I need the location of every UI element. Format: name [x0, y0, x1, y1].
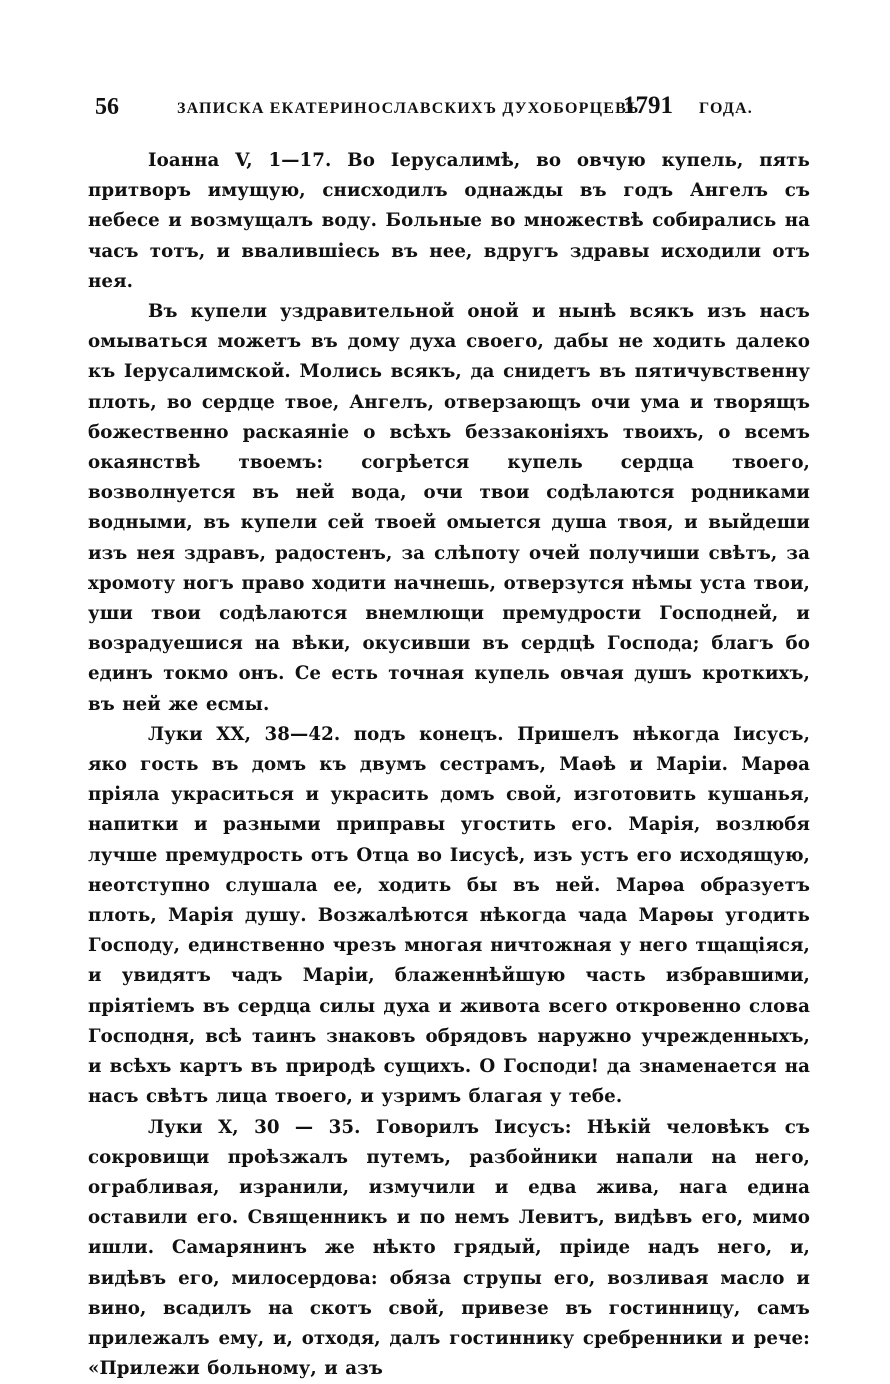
page-number: 56	[95, 94, 119, 121]
header-year-word: ГОДА.	[699, 100, 753, 118]
paragraph-luka-20: Луки XX, 38—42. подъ конецъ. Пришелъ нѣкогда Іисусъ, яко гость въ домъ къ двумъ сестрамъ, Маѳѣ и Маріи. Марѳа пріяла украситься и украсить домъ свой, изготовить кушанья, напитки и разными приправы угостить его. Марія, возлюбя лучше премудрость отъ Отца во Іисусѣ, изъ устъ его исходящую, неотступно слушала ее, ходить бы въ ней. Марѳа образуетъ плоть, Марія душу. Возжалѣются нѣкогда чада Марѳы угодить Господу, единственно чрезъ многая ничтожная у него тщащіяся, и увидятъ чадъ Маріи, блаженнѣйшую часть избравшими, пріятіемъ въ сердца силы духа и живота всего откровенно слова Господня, всѣ таинъ знаковъ обрядовъ наружно учрежденныхъ, и всѣхъ картъ въ природѣ сущихъ. О Господи! да знаменается на насъ свѣтъ лица твоего, и узримъ благая у тебе.	[88, 720, 810, 1113]
paragraph-kupel: Въ купели уздравительной оной и нынѣ всякъ изъ насъ омываться можетъ въ дому духа своего, дабы не ходить далеко къ Іерусалимской. Молись всякъ, да снидетъ въ пятичувственну плоть, во сердце твое, Ангелъ, отверзающъ очи ума и творящъ божественно раскаяніе о всѣхъ беззаконіяхъ твоихъ, о всемъ окаянствѣ твоемъ: согрѣется купель сердца твоего, возволнуется въ ней вода, очи твои содѣлаются родниками водными, въ купели сей твоей омыется душа твоя, и выйдеши изъ нея здравъ, радостенъ, за слѣпоту очей получиши свѣтъ, за хромоту ногъ право ходити начнешь, отверзутся нѣмы уста твои, уши твои содѣлаются внемлющи премудрости Господней, и возрадуешися на вѣки, окусивши въ сердцѣ Господа; благъ бо единъ токмо онъ. Се есть точная купель овчая душъ кроткихъ, въ ней же есмы.	[88, 297, 810, 720]
running-head	[95, 92, 805, 126]
paragraph-luka-10: Луки X, 30 — 35. Говорилъ Іисусъ: Нѣкій человѣкъ съ сокровищи проѣзжалъ путемъ, разбойники напали на него, ограбливая, изранили, измучили и едва жива, нага едина оставили его. Священникъ и по немъ Левитъ, видѣвъ его, мимо ишли. Самарянинъ же нѣкто грядый, пріиде надъ него, и, видѣвъ его, милосердова: обяза струпы его, возливая масло и вино, всадилъ на скотъ свой, привезе въ гостинницу, самъ прилежалъ ему, и, отходя, далъ гостиннику сребренники и рече: «Прилежи больному, и азъ	[88, 1113, 810, 1384]
header-title: ЗАПИСКА ЕКАТЕРИНОСЛАВСКИХЪ ДУХОБОРЦЕВЪ	[177, 100, 640, 118]
header-year: 1791	[623, 92, 673, 120]
paragraph-ioann: Іоанна V, 1—17. Во Іерусалимѣ, во овчую купель, пять притворъ имущую, снисходилъ однажды въ годъ Ангелъ съ небесе и возмущалъ воду. Больные во множествѣ собирались на часъ тотъ, и ввалившіесь въ нее, вдругъ здравы исходили отъ нея.	[88, 146, 810, 297]
body-text	[88, 146, 810, 1384]
